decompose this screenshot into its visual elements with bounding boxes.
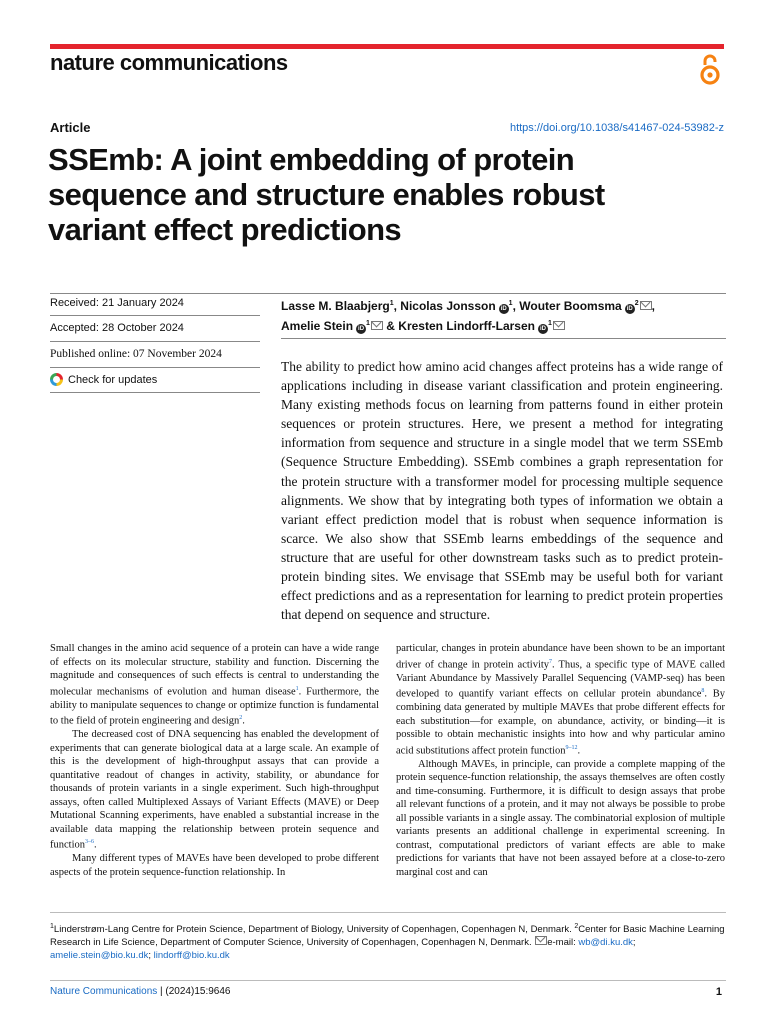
body-text: Small changes in the amino acid sequence of a protein can have a wide range of effects on its molecular structure, stability and function. Discerning the magnitude and consequences of such effects is central to understanding the molecular mechanisms of evolution and human disease — [50, 643, 379, 697]
citation-ref[interactable]: 3–6 — [85, 839, 94, 845]
affiliation-text: Center for Basic Machine Learning Research in Life Science, Department of Computer Science, University of Copenhagen, Copenhagen N, Denmark. — [50, 924, 725, 949]
journal-name[interactable]: nature communications — [50, 50, 288, 75]
email-icon[interactable] — [371, 321, 383, 330]
email-label: e-mail: — [547, 937, 579, 949]
divider — [50, 341, 260, 342]
orcid-icon[interactable]: iD — [500, 306, 507, 312]
email-icon[interactable] — [640, 301, 652, 310]
author-name[interactable]: Nicolas Jonsson — [400, 299, 496, 313]
affiliation-text: Linderstrøm-Lang Centre for Protein Science, Department of Biology, University of Copenhagen, Copenhagen N, Denmark. — [53, 924, 575, 936]
crossmark-icon — [50, 373, 63, 386]
accepted-date: Accepted: 28 October 2024 — [50, 322, 184, 334]
body-text: . — [577, 745, 581, 756]
body-text: particular, changes in protein abundance have been shown to be an important driver of change in protein activity — [396, 643, 725, 670]
author-affiliation: 1 — [366, 320, 370, 327]
separator: ; — [148, 950, 154, 962]
author-name[interactable]: Amelie Stein — [281, 319, 354, 333]
received-date: Received: 21 January 2024 — [50, 297, 184, 309]
body-paragraph — [50, 642, 379, 728]
divider — [50, 912, 726, 913]
divider — [281, 338, 726, 339]
author-affiliation: 2 — [634, 300, 639, 307]
author-name[interactable]: Kresten Lindorff-Larsen — [398, 319, 535, 333]
body-text: The decreased cost of DNA sequencing has enabled the development of experiments that can generate biological data at a large scale. An example of this is the development of high-throughput assays that can provide a quantitative readout of changes in activity, stability, or abundance for thousands of protein variants in a single experiment. Such high-throughput assays, often called Multiplexed Assays of Variant Effects (MAVE) or Deep Mutational Scanning experiments, have enabled a substantial increase in the available data mapping the relationship between protein sequence and function — [50, 729, 379, 851]
body-text: . — [242, 715, 245, 727]
footer-citation — [50, 986, 230, 997]
email-link[interactable]: lindorff@bio.ku.dk — [153, 950, 230, 962]
author-affiliation: 1 — [547, 320, 552, 327]
header-accent-bar — [50, 44, 724, 49]
citation-ref[interactable]: 2 — [239, 715, 243, 721]
body-text: . Furthermore, the ability to manipulate sequences to change or optimize function is fundamental to the field of protein engineering and design — [50, 686, 380, 727]
orcid-icon[interactable]: iD — [358, 326, 365, 332]
divider — [50, 293, 726, 294]
body-paragraph — [50, 728, 379, 852]
article-type-label: Article — [50, 120, 91, 135]
published-date: Published online: 07 November 2024 — [50, 348, 222, 360]
body-paragraph: Although MAVEs, in principle, can provide a complete mapping of the protein sequence-function relationship, the assays themselves are often costly and time-consuming. Furthermore, it is difficult to design assays that probe all relevant functions of a protein, and it may not always be possible to probe all possible variants in a single assay. The combinatorial explosion of multiple variants presents an additional challenge in experimental screening. In contrast, computational predictors of variant effects are able to make predictions for variants that have not been assayed before at a close-to-zero marginal cost and can — [396, 758, 725, 878]
body-column-left — [50, 642, 379, 879]
affiliation-number: 1 — [50, 923, 54, 930]
divider — [50, 315, 260, 316]
separator: ; — [632, 937, 636, 949]
orcid-icon[interactable]: iD — [539, 326, 546, 332]
author-name[interactable]: Lasse M. Blaabjerg — [281, 299, 390, 313]
body-text: . — [94, 839, 97, 851]
author-list: Lasse M. Blaabjerg$^1$, Nicolas Jonsson $iD^1$, Wouter Boomsma $iD^2$ , Amelie Stein $iD^1$ & Kresten Lindorff-Larsen $iD^1$ — [281, 299, 655, 333]
check-for-updates-label: Check for updates — [68, 373, 158, 386]
body-text: . By combining data generated by multiple MAVEs that probe different effects for each substitution—for example, on abundance, activity, or binding—it is possible to obtain mechanistic insights into how and why particular amino acid substitutions affect protein function — [396, 688, 725, 756]
doi-link[interactable]: https://doi.org/10.1038/s41467-024-53982-z — [509, 122, 724, 134]
author-name[interactable]: Wouter Boomsma — [519, 299, 622, 313]
page-number: 1 — [715, 986, 722, 998]
article-title: SSEmb: A joint embedding of protein sequence and structure enables robust variant effect predictions — [48, 142, 605, 247]
body-text: . Thus, a specific type of MAVE called Variant Abundance by Massively Parallel Sequencing (VAMP-seq) has been developed to quantify variant effects on cellular protein abundance — [396, 659, 725, 700]
affiliations-footnote — [50, 920, 726, 962]
email-link[interactable]: wb@di.ku.dk — [578, 937, 633, 949]
footer-journal-link[interactable]: Nature Communications — [50, 986, 158, 997]
body-paragraph: Many different types of MAVEs have been developed to probe different aspects of the protein sequence-function relationship. In — [50, 853, 379, 878]
author-conjunction: & — [386, 319, 395, 333]
author-affiliation: 1 — [389, 300, 394, 307]
citation-ref[interactable]: 8 — [701, 688, 705, 694]
divider — [50, 980, 726, 981]
citation-ref[interactable]: 9–12 — [565, 744, 578, 751]
check-for-updates-button[interactable] — [50, 373, 157, 386]
author-affiliation: 1 — [508, 300, 513, 307]
citation-ref[interactable]: 7 — [549, 658, 553, 665]
body-column-right — [396, 642, 725, 879]
divider — [50, 392, 260, 393]
footer-volume: | (2024)15:9646 — [157, 986, 231, 997]
email-icon — [535, 936, 547, 945]
email-link[interactable]: amelie.stein@bio.ku.dk — [50, 950, 149, 962]
divider — [50, 367, 260, 368]
email-icon[interactable] — [553, 321, 565, 330]
abstract: The ability to predict how amino acid changes affect proteins has a wide range of applications including in disease variant classification and protein engineering. Many existing methods focus on learning from patterns found in either protein sequences or protein structures. Here, we present a method for integrating information from sequence and structure in a single model that we term SSEmb (Sequence Structure Embedding). SSEmb combines a graph representation for the protein structure with a transformer model for processing multiple sequence alignments. We show that by integrating both types of information we obtain a variant effect prediction model that is robust when sequence information is scarce. We also show that SSEmb learns embeddings of the sequence and structure that are useful for other downstream tasks such as to predict protein-protein binding sites. We envisage that SSEmb may be useful both for variant effect predictions and as a representation for learning to predict protein properties that depend on sequence and structure. — [281, 359, 723, 623]
affiliation-number: 2 — [574, 923, 579, 930]
orcid-icon[interactable]: iD — [626, 306, 633, 312]
body-paragraph — [396, 642, 725, 758]
open-access-icon — [697, 53, 723, 87]
citation-ref[interactable]: 1 — [295, 685, 299, 692]
